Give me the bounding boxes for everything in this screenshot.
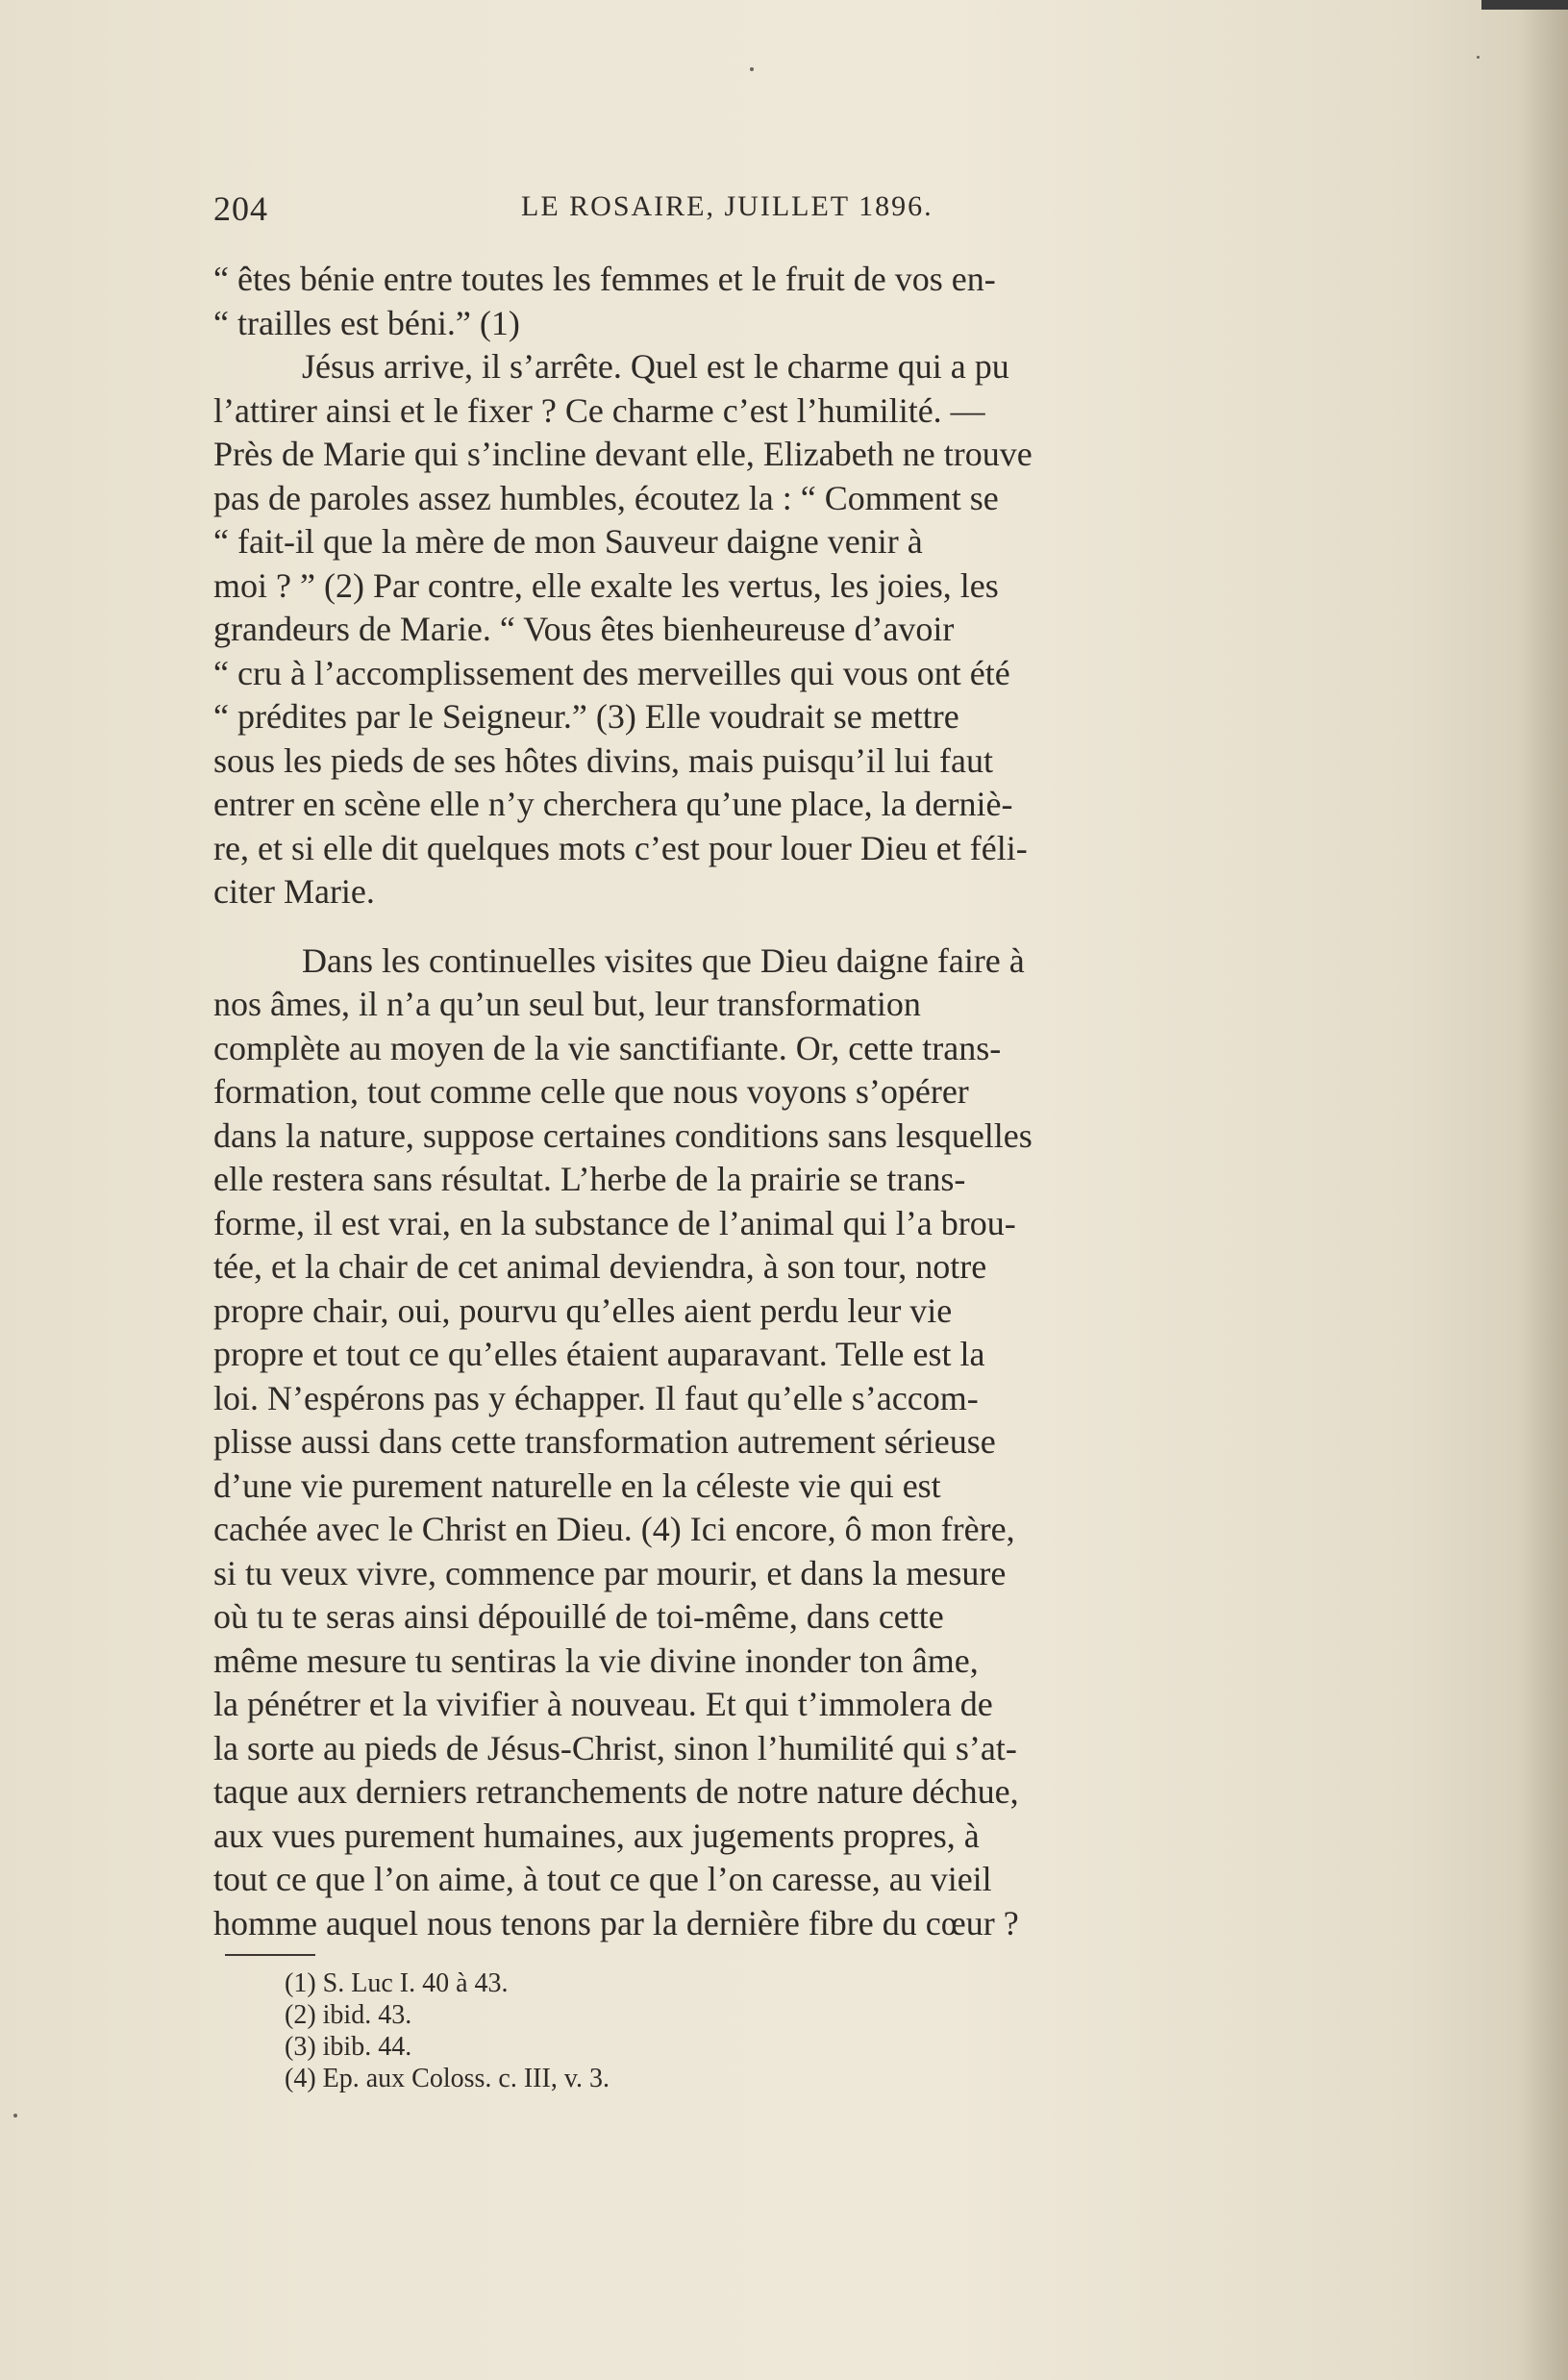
text-line: même mesure tu sentiras la vie divine inonder ton âme, xyxy=(213,1641,979,1680)
paper-speck xyxy=(13,2114,17,2117)
text-line: propre et tout ce qu’elles étaient auparavant. Telle est la xyxy=(213,1335,985,1373)
footnote: (4) Ep. aux Coloss. c. III, v. 3. xyxy=(285,2064,610,2093)
paper-speck xyxy=(750,67,754,71)
text-line: forme, il est vrai, en la substance de l’animal qui l’a brou- xyxy=(213,1203,1016,1242)
footnote: (3) ibib. 44. xyxy=(285,2032,412,2062)
text-line: cachée avec le Christ en Dieu. (4) Ici encore, ô mon frère, xyxy=(213,1510,1015,1548)
paragraph-3 xyxy=(213,939,1396,1946)
text-line: propre chair, oui, pourvu qu’elles aient perdu leur vie xyxy=(213,1290,953,1330)
text-line: loi. N’espérons pas y échapper. Il faut qu’elle s’accom- xyxy=(213,1378,979,1417)
text-line: re, et si elle dit quelques mots c’est pour louer Dieu et féli- xyxy=(213,828,1028,867)
footnote: (2) ibid. 43. xyxy=(285,2000,412,2030)
text-line: Près de Marie qui s’incline devant elle, Elizabeth ne trouve xyxy=(213,435,1033,473)
running-head: LE ROSAIRE, JUILLET 1896. xyxy=(521,190,933,222)
text-line: “ fait-il que la mère de mon Sauveur daigne venir à xyxy=(213,522,923,561)
text-line: l’attirer ainsi et le fixer ? Ce charme c’est l’humilité. — xyxy=(213,390,985,430)
text-line: grandeurs de Marie. “ Vous êtes bienheureuse d’avoir xyxy=(213,610,955,648)
text-line: d’une vie purement naturelle en la céleste vie qui est xyxy=(213,1466,941,1505)
text-line: la sorte au pieds de Jésus-Christ, sinon l’humilité qui s’at- xyxy=(213,1728,1017,1767)
text-line: elle restera sans résultat. L’herbe de la prairie se trans- xyxy=(213,1160,966,1198)
text-line: tée, et la chair de cet animal deviendra, à son tour, notre xyxy=(213,1247,987,1286)
page-number: 204 xyxy=(213,189,268,228)
text-line: formation, tout comme celle que nous voyons s’opérer xyxy=(213,1072,969,1111)
page-edge-shadow xyxy=(1520,0,1568,2380)
text-line: si tu veux vivre, commence par mourir, et dans la mesure xyxy=(213,1553,1007,1592)
text-line: citer Marie. xyxy=(213,872,375,911)
text-line: moi ? ” (2) Par contre, elle exalte les vertus, les joies, les xyxy=(213,565,999,605)
text-line: plisse aussi dans cette transformation autrement sérieuse xyxy=(213,1422,996,1461)
paragraph-2 xyxy=(213,345,1396,914)
paragraph-gap xyxy=(213,914,1396,939)
text-line: “ êtes bénie entre toutes les femmes et le fruit de vos en- xyxy=(213,260,996,298)
text-line: entrer en scène elle n’y cherchera qu’une place, la derniè- xyxy=(213,785,1013,823)
text-line: tout ce que l’on aime, à tout ce que l’on caresse, au vieil xyxy=(213,1860,992,1898)
footnotes xyxy=(285,1967,610,2094)
text-line: dans la nature, suppose certaines conditions sans lesquelles xyxy=(213,1115,1033,1155)
text-line: “ prédites par le Seigneur.” (3) Elle voudrait se mettre xyxy=(213,697,959,736)
text-line: pas de paroles assez humbles, écoutez la : “ Comment se xyxy=(213,478,999,517)
text-line: Jésus arrive, il s’arrête. Quel est le charme qui a pu xyxy=(302,347,1009,386)
footnote: (1) S. Luc I. 40 à 43. xyxy=(285,1968,509,1998)
text-line: aux vues purement humaines, aux jugements propres, à xyxy=(213,1816,980,1855)
paragraph-1 xyxy=(213,258,1396,345)
page-corner-shadow xyxy=(1481,0,1568,10)
text-line: la pénétrer et la vivifier à nouveau. Et qui t’immolera de xyxy=(213,1685,993,1723)
text-line: Dans les continuelles visites que Dieu daigne faire à xyxy=(302,940,1025,980)
paper-speck xyxy=(1477,56,1480,59)
text-line: homme auquel nous tenons par la dernière fibre du cœur ? xyxy=(213,1903,1019,1942)
text-line: nos âmes, il n’a qu’un seul but, leur transformation xyxy=(213,985,921,1023)
text-line: “ cru à l’accomplissement des merveilles qui vous ont été xyxy=(213,653,1010,692)
text-line: sous les pieds de ses hôtes divins, mais puisqu’il lui faut xyxy=(213,740,993,780)
footnote-rule xyxy=(225,1954,315,1956)
page-header xyxy=(213,188,1348,237)
text-line: complète au moyen de la vie sanctifiante. Or, cette trans- xyxy=(213,1028,1002,1067)
text-line: “ trailles est béni.” (1) xyxy=(213,303,520,342)
text-line: où tu te seras ainsi dépouillé de toi-même, dans cette xyxy=(213,1597,944,1636)
text-line: taque aux derniers retranchements de notre nature déchue, xyxy=(213,1772,1019,1811)
body-text xyxy=(213,258,1396,1945)
